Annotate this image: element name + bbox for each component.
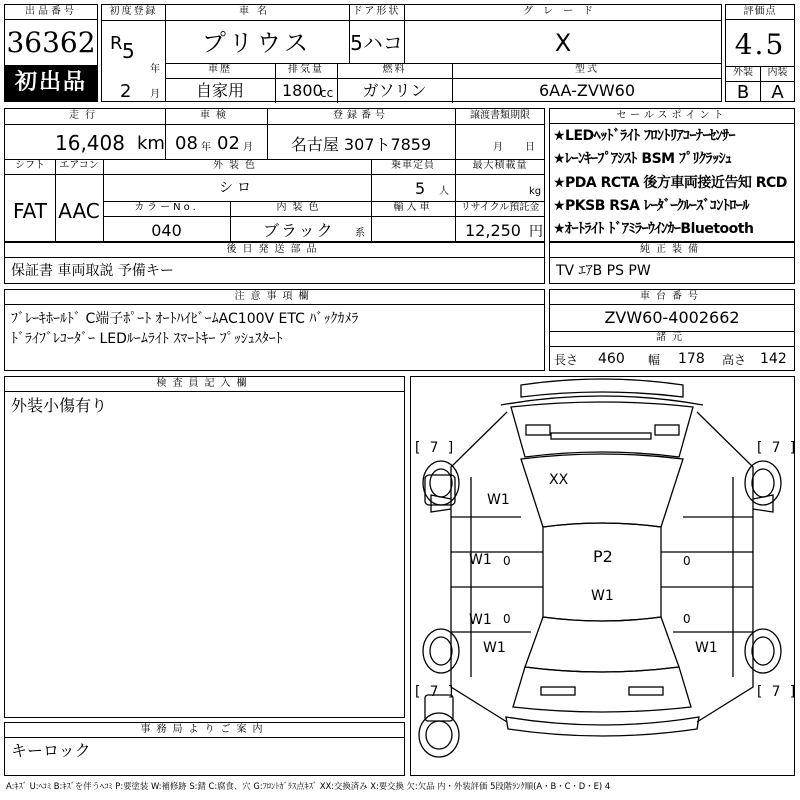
- damage-mark-front-door-left-0: 0: [503, 554, 511, 568]
- car-name: プリウス: [201, 29, 313, 57]
- score: 4.5: [734, 28, 786, 61]
- chassis-label: 車台番号: [550, 290, 794, 305]
- inspection-month-unit: 月: [243, 142, 255, 153]
- door-label: ドア形状: [352, 6, 401, 17]
- windshield: [521, 454, 683, 527]
- height-label: 高さ: [722, 353, 747, 367]
- wheel-front-right: [745, 461, 781, 505]
- legend: A:ｷｽﾞ U:ﾍｺﾐ B:ｷｽﾞを伴うﾍｺﾐ P:要塗装 W:補修跡 S:錆 C:腐食、穴 G:ﾌﾛﾝﾄｶﾞﾗｽ点ｷｽﾞ XX:交換済み X:要交換 欠:欠品 内・外装評価 5段階ﾗﾝｸ順(A・B・C・D・E) 4: [6, 781, 611, 791]
- notes-block: [4, 289, 545, 371]
- length-label: 長さ: [554, 353, 579, 367]
- roof: [543, 523, 661, 621]
- plate-label: 登録番号: [333, 110, 389, 121]
- height-value: 142: [760, 351, 787, 367]
- lot-number: 36362: [6, 26, 96, 59]
- ac-label: エアコン: [59, 160, 99, 171]
- width-value: 178: [678, 351, 705, 367]
- car-name-label: 車名: [239, 6, 275, 17]
- transfer-label: 譲渡書類期限: [470, 110, 530, 121]
- displacement: 1800: [282, 81, 323, 100]
- inspector-block: [4, 376, 405, 718]
- damage-mark-front-door-right-0: 0: [683, 554, 691, 568]
- import-label: 輸入車: [393, 202, 433, 213]
- exterior-label: 外装: [733, 67, 753, 78]
- inspection-month: 02: [217, 133, 240, 154]
- displacement-unit: cc: [320, 86, 334, 100]
- damage-mark-rear-door-left-0: 0: [503, 612, 511, 626]
- chassis-block: [549, 289, 795, 371]
- office-label: 事務局よりご案内: [5, 723, 404, 738]
- interior-grade: A: [771, 82, 784, 103]
- main-header-block: [101, 4, 722, 102]
- rating-block: [725, 4, 795, 102]
- car-diagram: [411, 377, 794, 775]
- wheel-rear-left: [423, 629, 459, 673]
- lot-number-label: 出品番号: [5, 5, 97, 20]
- office-block: [4, 722, 405, 776]
- notes-line-2: ﾄﾞﾗｲﾌﾞﾚｺｰﾀﾞｰ LEDﾙｰﾑﾗｲﾄ ｽﾏｰﾄｷｰ ﾌﾟｯｼｭｽﾀｰﾄ: [11, 331, 283, 347]
- capacity-label: 乗車定員: [391, 160, 435, 171]
- damage-mark-rear-door-right-0: 0: [683, 612, 691, 626]
- sales-points-label: セールスポイント: [550, 109, 794, 124]
- score-label: 評価点: [726, 5, 794, 20]
- reg-year-unit: 年: [150, 64, 162, 75]
- recycle-label: リサイクル預託金: [460, 202, 540, 213]
- mileage-label: 走行: [69, 110, 101, 121]
- inspection-year-unit: 年: [201, 142, 213, 153]
- transfer-day-unit: 日: [525, 142, 537, 153]
- office-text: キーロック: [11, 741, 91, 760]
- damage-mark-roof: P2: [593, 547, 613, 566]
- damage-mark-hood: XX: [549, 472, 569, 488]
- spec-label: 諸元: [656, 332, 688, 343]
- int-color-label: 内装色: [276, 202, 325, 213]
- damage-mark-roof-w1: W1: [591, 588, 614, 604]
- history: 自家用: [195, 81, 244, 100]
- shift-label: シフト: [15, 160, 45, 171]
- int-color-suffix: 系: [355, 228, 367, 239]
- notes-label: 注意事項欄: [5, 290, 544, 305]
- first-listing-text: 初出品: [14, 70, 87, 95]
- grade: X: [554, 29, 572, 57]
- headlight-right: [655, 425, 679, 435]
- tire-tread-front-left: [ 7 ]: [413, 440, 456, 456]
- fuel-label: 燃料: [382, 64, 407, 75]
- wheel-rear-right: [745, 629, 781, 673]
- notes-line-1: ﾌﾞﾚｰｷﾎｰﾙﾄﾞ C端子ﾎﾟｰﾄ ｵｰﾄﾊｲﾋﾞｰﾑAC100V ETC ﾊﾞｯｸｶﾒﾗ: [11, 311, 359, 327]
- recycle: 12,250: [465, 221, 521, 240]
- ext-color-label: 外装色: [213, 160, 261, 171]
- load-unit: kg: [529, 186, 542, 197]
- inspector-text: 外装小傷有り: [11, 396, 108, 415]
- hood: [511, 402, 693, 457]
- ext-color: シロ: [219, 180, 255, 196]
- wheel-front-left: [423, 461, 459, 505]
- ac: AAC: [58, 199, 100, 223]
- recycle-unit: 円: [529, 224, 543, 240]
- later-parts-block: [4, 242, 545, 284]
- reg-era: R: [110, 33, 123, 54]
- exterior-grade: B: [736, 82, 750, 103]
- rear-window: [525, 617, 679, 672]
- lot-block: [4, 4, 98, 102]
- info-block: [4, 108, 545, 242]
- door-type: 5ハコ: [350, 31, 403, 55]
- length-value: 460: [598, 351, 625, 367]
- front-bumper: [521, 379, 683, 397]
- reg-year: 5: [122, 39, 135, 63]
- damage-mark-front-door-left: W1: [469, 552, 492, 568]
- reg-month: 2: [120, 81, 132, 102]
- grade-label: グレード: [523, 6, 603, 17]
- car-diagram-block: [410, 376, 798, 776]
- genuine-label: 純正装備: [550, 243, 794, 258]
- width-label: 幅: [648, 353, 661, 367]
- model-label: 型式: [575, 64, 599, 75]
- int-color: ブラック: [263, 221, 335, 240]
- damage-mark-rear-fender-left: W1: [483, 640, 506, 656]
- inspection-label: 車検: [200, 110, 232, 121]
- damage-mark-rear-fender-right: W1: [695, 640, 718, 656]
- reg-month-unit: 月: [150, 89, 162, 100]
- sales-point-line: ★LEDﾍｯﾄﾞﾗｲﾄ ﾌﾛﾝﾄﾘｱｺｰﾅｰｾﾝｻｰ: [553, 128, 736, 144]
- load-label: 最大積載量: [472, 160, 528, 171]
- damage-mark-rear-door-left: W1: [469, 612, 492, 628]
- mileage: 16,408: [55, 131, 125, 155]
- first-listing-badge: [5, 65, 97, 101]
- capacity: 5: [415, 179, 426, 198]
- chassis-number: ZVW60-4002662: [604, 308, 740, 327]
- fuel: ガソリン: [362, 81, 427, 100]
- trunk: [513, 667, 691, 712]
- first-reg-label: 初度登録: [109, 6, 158, 17]
- headlight-left: [526, 425, 550, 435]
- damage-mark-front-fender-left: W1: [487, 492, 510, 508]
- genuine-block: [549, 242, 795, 284]
- plate: 名古屋 307ト7859: [290, 135, 432, 154]
- transfer-month-unit: 月: [493, 142, 505, 153]
- rear-plate: [541, 687, 575, 695]
- interior-label: 内装: [767, 67, 788, 78]
- sales-point-line: ★PKSB RSA ﾚｰﾀﾞｰｸﾙｰｽﾞｺﾝﾄﾛｰﾙ: [553, 198, 749, 214]
- mileage-unit: km: [137, 133, 165, 154]
- later-parts-text: 保証書 車両取説 予備キー: [11, 263, 174, 279]
- later-parts-label: 後日発送部品: [5, 243, 544, 258]
- history-label: 車歴: [208, 64, 232, 75]
- tire-tread-rear-left: [ 7 ]: [413, 684, 456, 700]
- tire-tread-front-right: [ 7 ]: [755, 440, 798, 456]
- model: 6AA-ZVW60: [538, 81, 636, 100]
- spare-tire: [419, 713, 459, 757]
- body-right-side: [697, 412, 753, 722]
- displacement-label: 排気量: [288, 64, 324, 75]
- sales-point-line: ★PDA RCTA 後方車両接近告知 RCD: [553, 175, 787, 191]
- capacity-unit: 人: [439, 186, 451, 197]
- shift: FAT: [12, 199, 47, 223]
- color-no-label: カラーNo.: [134, 202, 199, 213]
- sales-point-line: ★ﾚｰﾝｷｰﾌﾟｱｼｽﾄ BSM ﾌﾟﾘｸﾗｯｼｭ: [553, 151, 732, 167]
- sales-points-block: [549, 108, 795, 242]
- tire-tread-rear-right: [ 7 ]: [755, 684, 798, 700]
- color-no: 040: [151, 221, 182, 240]
- genuine-text: TV ｴｱB PS PW: [556, 263, 651, 279]
- inspection-year: 08: [175, 133, 198, 154]
- inspector-label: 検査員記入欄: [5, 377, 404, 392]
- sales-point-line: ★ｵｰﾄﾗｲﾄ ﾄﾞｱﾐﾗｰｳｲﾝｶｰBluetooth: [553, 221, 754, 237]
